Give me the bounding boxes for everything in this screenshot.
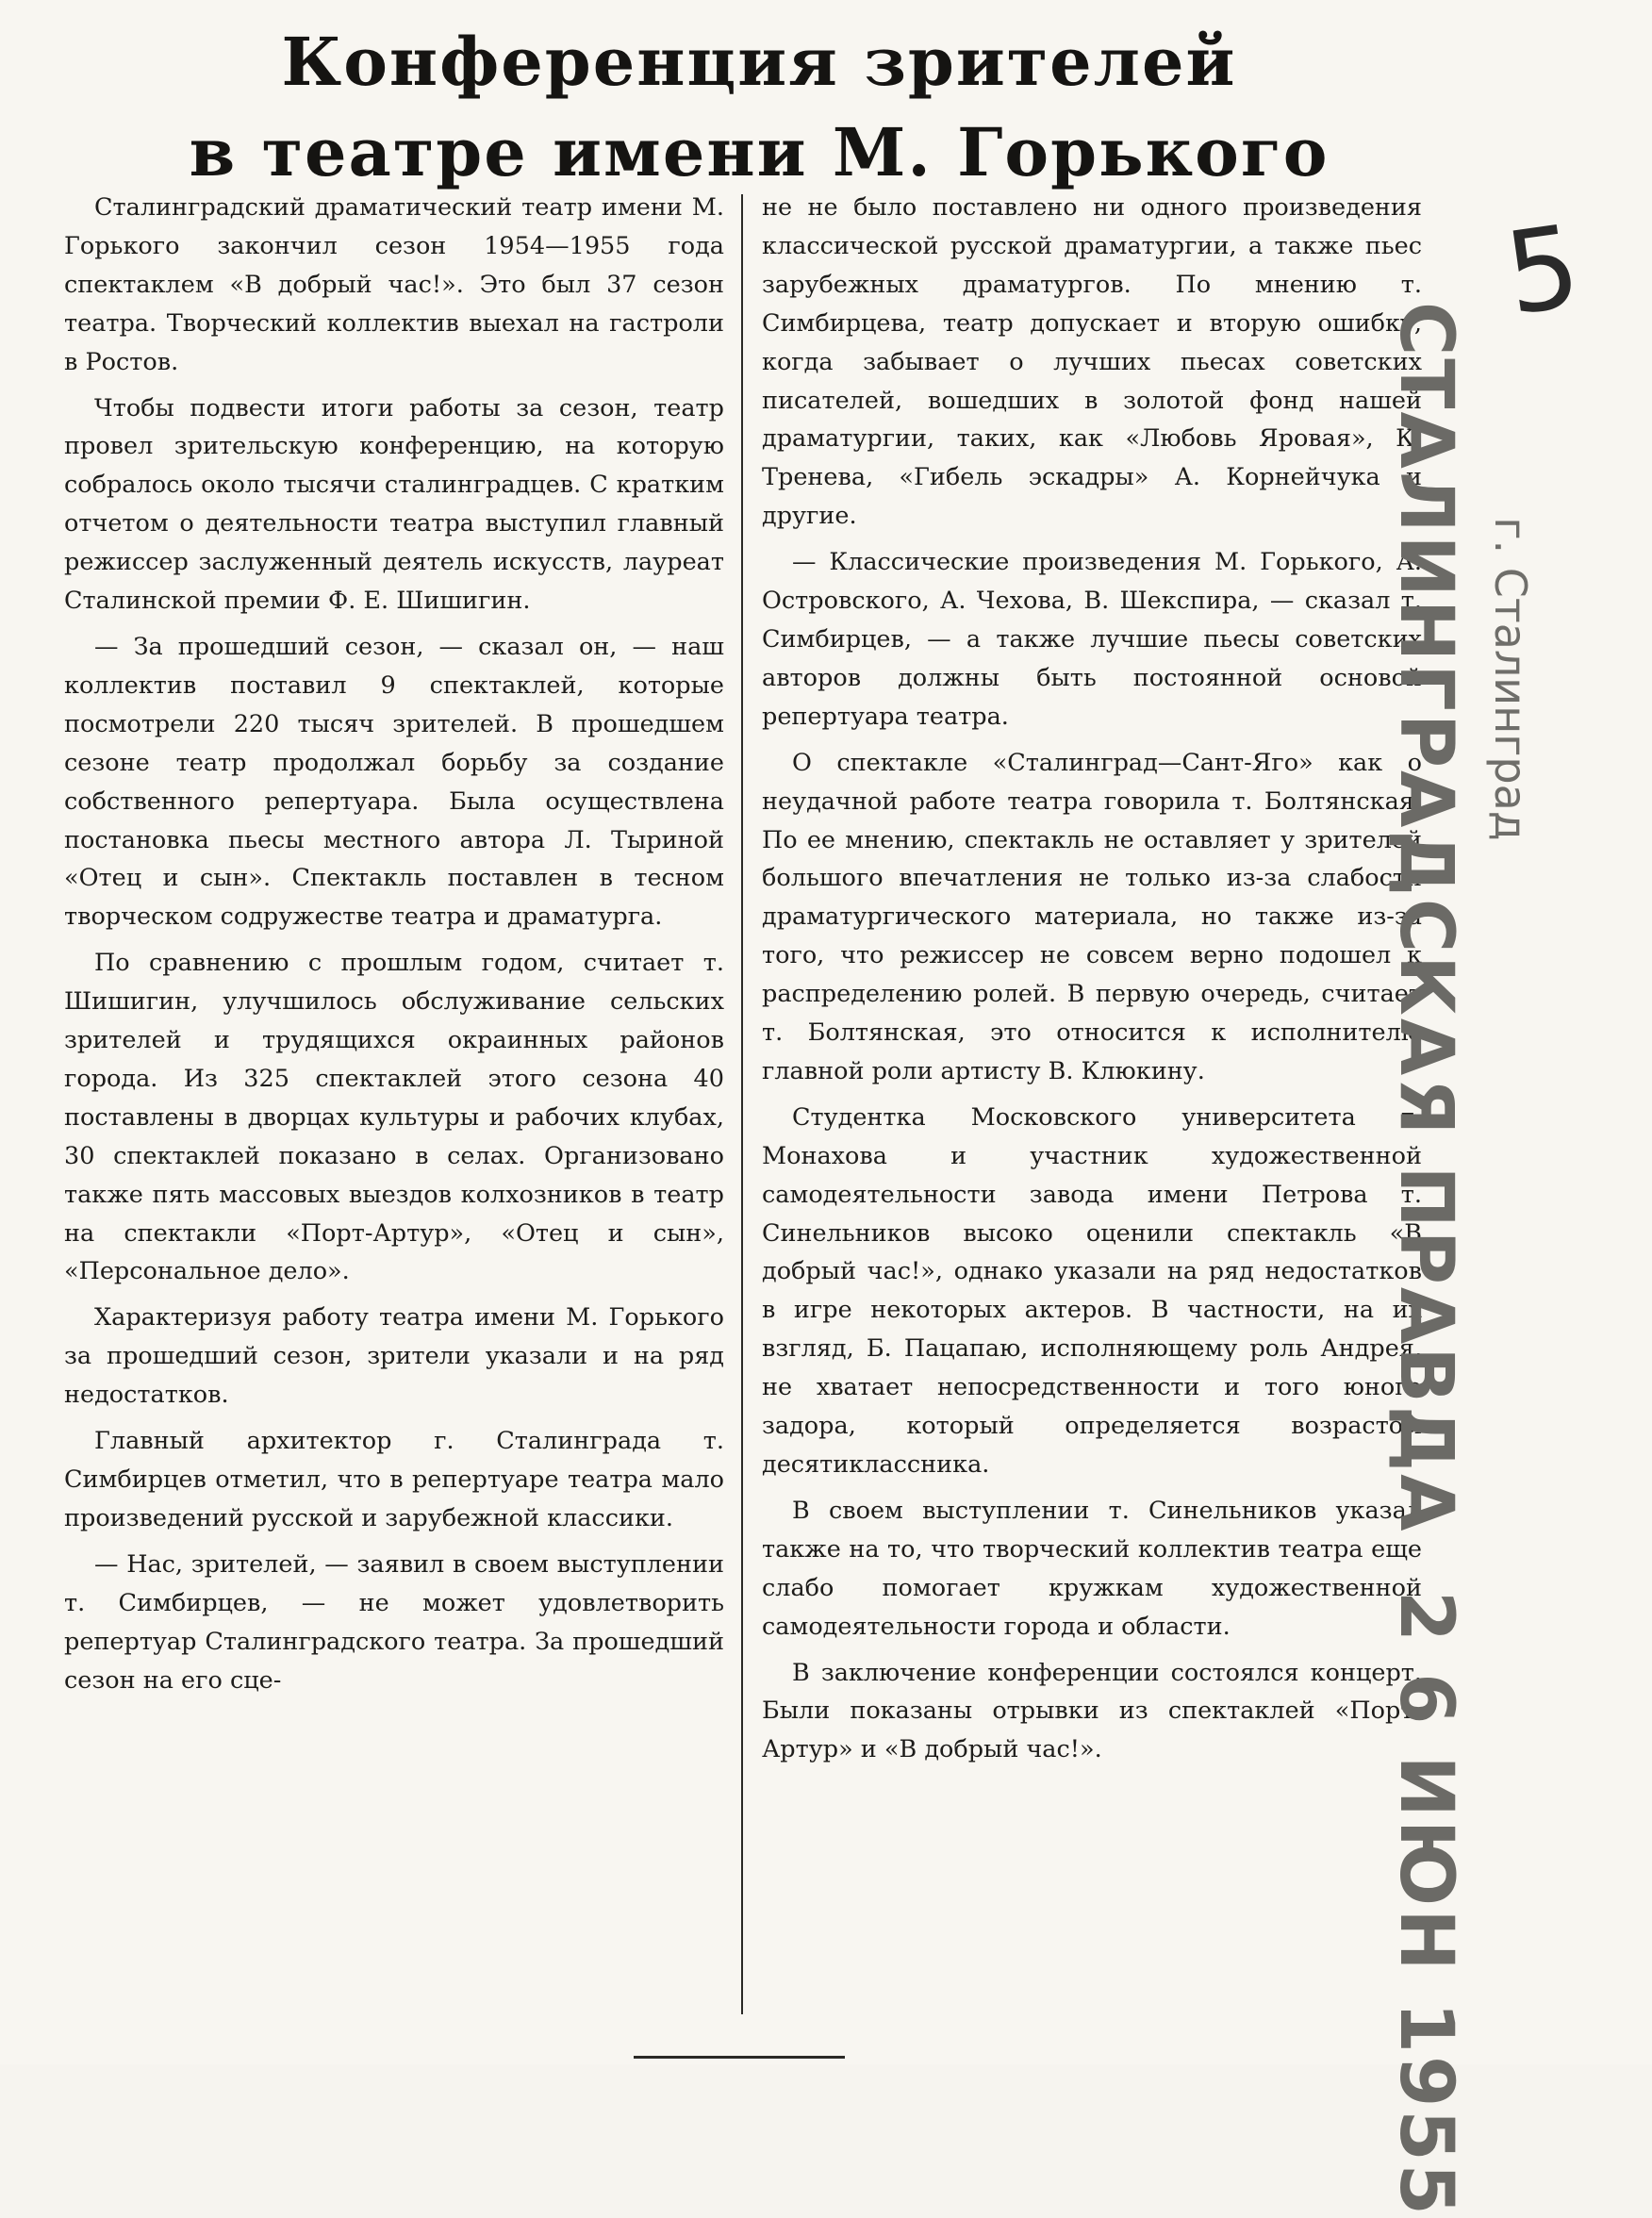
column-divider — [741, 194, 743, 2014]
paragraph: Главный архитектор г. Сталинграда т. Симбирцев отметил, что в репертуаре театра мало произведений русской и зарубежной классики. — [64, 1427, 724, 1532]
stamp-date: 2 6 ИЮН 1955 — [1383, 1590, 1468, 2218]
paragraph: О спектакле «Сталинград—Сант-Яго» как о неудачной работе театра говорила т. Болтянская. По ее мнению, спектакль не оставляет у зрителей большого впечатления не только из-за слабости драматургического материала, но также из-за того, что режиссер не совсем верно подошел к распределению ролей. В первую очередь, считает т. Болтянская, это относится к исполнителю главной роли артисту В. Клюкину. — [762, 748, 1422, 1085]
paragraph: Студентка Московского университета т. Монахова и участник художественной самодеятельности завода имени Петрова т. Синельников высоко оценили спектакль «В добрый час!», однако указали на ряд недостатков в игре некоторых актеров. В частности, на их взгляд, Б. Пацапаю, исполняющему роль Андрея, не хватает непосредственности и того юного задора, который определяется возрастом десятиклассника. — [762, 1102, 1422, 1479]
headline-line-1: Конференция зрителей — [281, 23, 1237, 101]
paragraph: В своем выступлении т. Синельников указал также на то, что творческий коллектив театра еще слабо помогает кружкам художественной самодеятельности города и области. — [762, 1496, 1422, 1641]
stamp-city: г. Сталинград — [1485, 517, 1536, 841]
end-rule — [634, 2056, 845, 2059]
paragraph: Чтобы подвести итоги работы за сезон, театр провел зрительскую конференцию, на которую собралось около тысячи сталинградцев. С кратким отчетом о деятельности театра выступил главный режиссер заслуженный деятель искусств, лауреат Сталинской премии Ф. Е. Шишигин. — [64, 393, 724, 616]
paragraph: По сравнению с прошлым годом, считает т. Шишигин, улучшилось обслуживание сельских зрителей и трудящихся окраинных районов города. Из 325 спектаклей этого сезона 40 поставлены в дворцах культуры и рабочих клубах, 30 спектаклей показано в селах. Организовано также пять массовых выездов колхозников в театр на спектакли «Порт-Артур», «Отец и сын», «Персональное дело». — [64, 949, 724, 1286]
stamp-newspaper-name: СТАЛИНГРАДСКАЯ ПРАВДА 2 6 ИЮН 1955 — [1383, 302, 1468, 2218]
paragraph: — За прошедший сезон, — сказал он, — наш коллектив поставил 9 спектаклей, которые посмотрели 220 тысяч зрителей. В прошедшем сезоне театр продолжал борьбу за создание собственного репертуара. Была осуществлена постановка пьесы местного автора Л. Тыриной «Отец и сын». Спектакль поставлен в тесном творческом содружестве театра и драматурга. — [64, 632, 724, 932]
paragraph-continuation: не не было поставлено ни одного произведения классической русской драматургии, а также пьес зарубежных драматургов. По мнению т. Симбирцева, театр допускает и вторую ошибку, когда забывает о лучших пьесах советских писателей, вошедших в золотой фонд нашей драматургии, таких, как «Любовь Яровая», К. Тренева, «Гибель эскадры» А. Корнейчука и другие. — [762, 193, 1422, 531]
left-column — [64, 189, 724, 1707]
article-headline — [38, 17, 1480, 198]
paragraph: Характеризуя работу театра имени М. Горького за прошедший сезон, зрители указали и на ряд недостатков. — [64, 1303, 724, 1410]
paragraph: Сталинградский драматический театр имени М. Горького закончил сезон 1954—1955 года спектаклем «В добрый час!». Это был 37 сезон театра. Творческий коллектив выехал на гастроли в Ростов. — [64, 193, 724, 376]
paragraph: В заключение конференции состоялся концерт. Были показаны отрывки из спектаклей «Порт-Артур» и «В добрый час!». — [762, 1658, 1422, 1764]
paragraph: — Классические произведения М. Горького, А. Островского, А. Чехова, В. Шекспира, — сказал т. Симбирцев, — а также лучшие пьесы советских авторов должны быть постоянной основой репертуара театра. — [762, 548, 1422, 731]
handwritten-page-number: 5 — [1497, 201, 1588, 341]
right-column — [762, 189, 1422, 1777]
headline-line-2: в театре имени М. Горького — [189, 113, 1330, 191]
paragraph: — Нас, зрителей, — заявил в своем выступлении т. Симбирцев, — не может удовлетворить репертуар Сталинградского театра. За прошедший сезон на его сце- — [64, 1549, 724, 1695]
archive-stamp — [1383, 302, 1468, 2218]
